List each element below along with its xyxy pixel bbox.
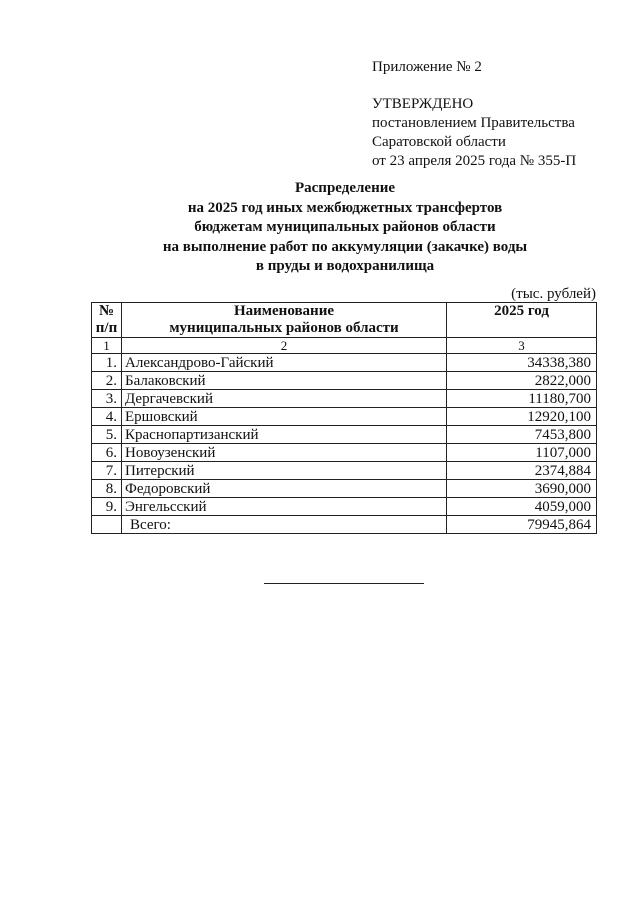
approval-block xyxy=(372,58,576,171)
row-value-cell xyxy=(447,498,597,516)
table-row xyxy=(92,462,597,480)
row-value-cell xyxy=(447,462,597,480)
row-district: Александрово-Гайский xyxy=(122,354,447,372)
row-district: Питерский xyxy=(122,462,447,480)
table-header-row xyxy=(92,303,597,338)
row-district: Ершовский xyxy=(122,408,447,426)
total-index-empty xyxy=(92,516,122,534)
row-district: Дергачевский xyxy=(122,390,447,408)
table-row xyxy=(92,372,597,390)
row-district: Новоузенский xyxy=(122,444,447,462)
header-number-line-2: п/п xyxy=(95,320,118,336)
row-district: Балаковский xyxy=(122,372,447,390)
row-value: 12920,100 xyxy=(527,408,591,425)
table-row xyxy=(92,480,597,498)
table-row xyxy=(92,426,597,444)
row-value-cell xyxy=(447,408,597,426)
header-name-line-1: Наименование xyxy=(234,303,334,319)
row-value: 2822,000 xyxy=(534,372,591,389)
units-label: (тыс. рублей) xyxy=(511,286,596,302)
row-value-cell xyxy=(447,354,597,372)
row-index: 1. xyxy=(92,354,122,372)
title-line-3: бюджетам муниципальных районов области xyxy=(194,219,496,235)
title-line-2: на 2025 год иных межбюджетных трансфертов xyxy=(187,199,503,216)
row-value-cell xyxy=(447,390,597,408)
closing-divider-line xyxy=(264,583,424,584)
row-value: 2374,884 xyxy=(534,462,591,479)
row-value: 11180,700 xyxy=(528,390,591,407)
header-name xyxy=(122,303,447,338)
row-district: Краснопартизанский xyxy=(122,426,447,444)
table-row xyxy=(92,498,597,516)
row-index: 7. xyxy=(92,462,122,480)
total-label: Всего: xyxy=(122,516,447,534)
row-index: 2. xyxy=(92,372,122,390)
header-number-line-1: № xyxy=(98,303,115,319)
row-index: 3. xyxy=(92,390,122,408)
approval-line-1: постановлением Правительства xyxy=(372,115,575,131)
table-row xyxy=(92,354,597,372)
column-number-3: 3 xyxy=(447,338,597,354)
row-value: 34338,380 xyxy=(527,354,591,371)
document-title xyxy=(80,179,610,277)
approval-line-3: от 23 апреля 2025 года № 355-П xyxy=(372,153,577,169)
row-index: 8. xyxy=(92,480,122,498)
title-line-5: в пруды и водохранилища xyxy=(255,258,435,274)
table-row xyxy=(92,408,597,426)
row-value-cell xyxy=(447,444,597,462)
row-district: Федоровский xyxy=(122,480,447,498)
row-index: 6. xyxy=(92,444,122,462)
row-value-cell xyxy=(447,426,597,444)
row-value: 3690,000 xyxy=(534,480,591,497)
total-value-cell xyxy=(447,516,597,534)
row-value: 4059,000 xyxy=(534,498,591,515)
title-line-1: Распределение xyxy=(294,180,396,196)
row-index: 9. xyxy=(92,498,122,516)
total-value: 79945,864 xyxy=(527,516,591,533)
row-value: 1107,000 xyxy=(535,444,591,461)
row-value: 7453,800 xyxy=(534,426,591,443)
distribution-table xyxy=(91,302,597,534)
title-line-4: на выполнение работ по аккумуляции (закачке) воды xyxy=(162,238,528,255)
row-value-cell xyxy=(447,372,597,390)
row-district: Энгельсский xyxy=(122,498,447,516)
row-value-cell xyxy=(447,480,597,498)
table-row xyxy=(92,444,597,462)
column-number-2: 2 xyxy=(122,338,447,354)
row-index: 4. xyxy=(92,408,122,426)
header-number xyxy=(92,303,122,338)
approved-label: УТВЕРЖДЕНО xyxy=(372,96,474,112)
column-number-row xyxy=(92,338,597,354)
table-row xyxy=(92,390,597,408)
column-number-1: 1 xyxy=(92,338,122,354)
approval-line-2: Саратовской области xyxy=(372,134,506,150)
header-year: 2025 год xyxy=(447,303,597,338)
row-index: 5. xyxy=(92,426,122,444)
table-total-row xyxy=(92,516,597,534)
annex-label: Приложение № 2 xyxy=(372,59,482,75)
header-name-line-2: муниципальных районов области xyxy=(169,320,399,336)
